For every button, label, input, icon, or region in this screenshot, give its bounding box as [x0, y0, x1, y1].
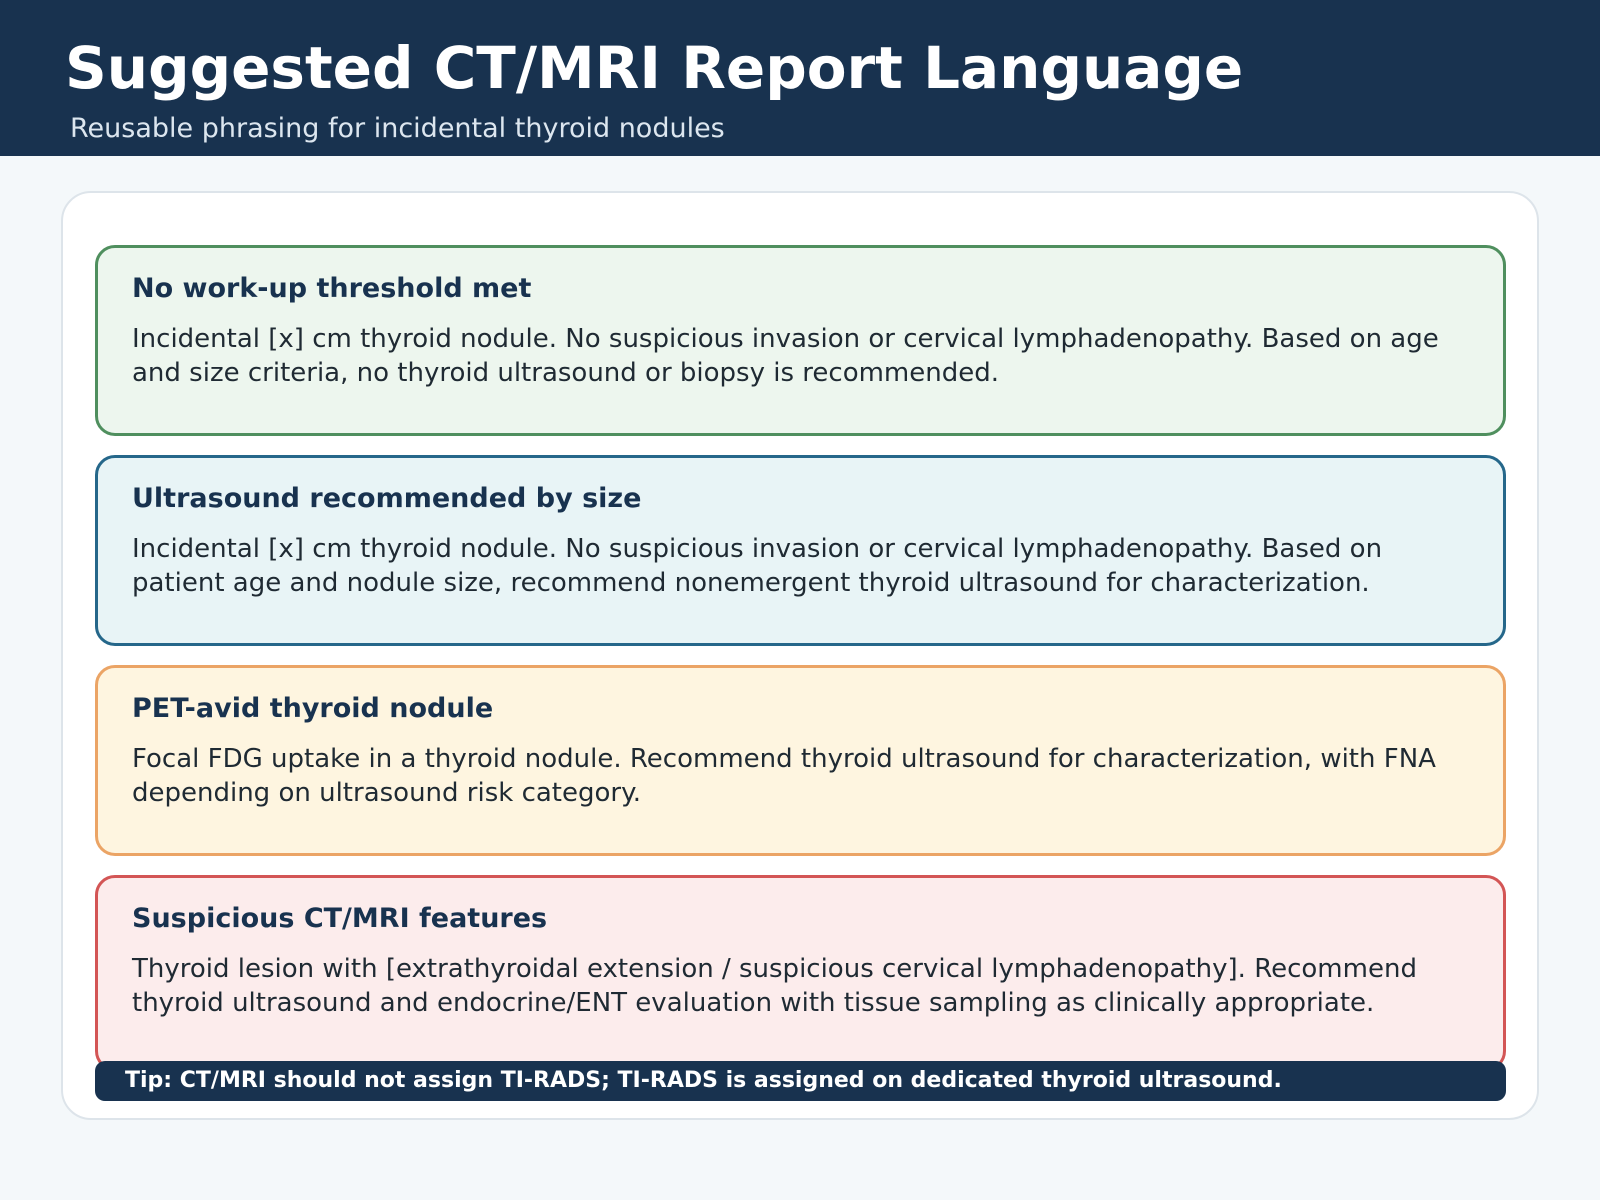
card-pet-avid: [95, 665, 1506, 856]
header-banner: [0, 0, 1600, 156]
tip-banner: [95, 1061, 1506, 1101]
tip-text: Tip: CT/MRI should not assign TI-RADS; TI-RADS is assigned on dedicated thyroid ultrasound.: [125, 1068, 1282, 1093]
card-title: Ultrasound recommended by size: [132, 483, 642, 514]
card-ultrasound-by-size: [95, 455, 1506, 646]
card-suspicious-features: [95, 875, 1506, 1071]
card-title: PET-avid thyroid nodule: [132, 693, 494, 724]
page-title: Suggested CT/MRI Report Language: [65, 34, 1244, 102]
card-body-text: Thyroid lesion with [extrathyroidal extension / suspicious cervical lymphadenopathy]. Recommend thyroid ultrasound and endocrine/ENT evaluation with tissue sampling as clinically appropriate.: [132, 954, 1417, 1018]
page-subtitle: Reusable phrasing for incidental thyroid nodules: [70, 113, 725, 144]
card-body-text: Incidental [x] cm thyroid nodule. No suspicious invasion or cervical lymphadenopathy. Based on age and size criteria, no thyroid ultrasound or biopsy is recommended.: [132, 324, 1439, 388]
card-body-text: Focal FDG uptake in a thyroid nodule. Recommend thyroid ultrasound for characterization, with FNA depending on ultrasound risk category.: [132, 744, 1436, 808]
card-body-text: Incidental [x] cm thyroid nodule. No suspicious invasion or cervical lymphadenopathy. Based on patient age and nodule size, recommend nonemergent thyroid ultrasound for characterization.: [132, 534, 1383, 598]
card-no-workup: [95, 245, 1506, 436]
card-title: Suspicious CT/MRI features: [132, 903, 548, 934]
card-title: No work-up threshold met: [132, 273, 532, 304]
